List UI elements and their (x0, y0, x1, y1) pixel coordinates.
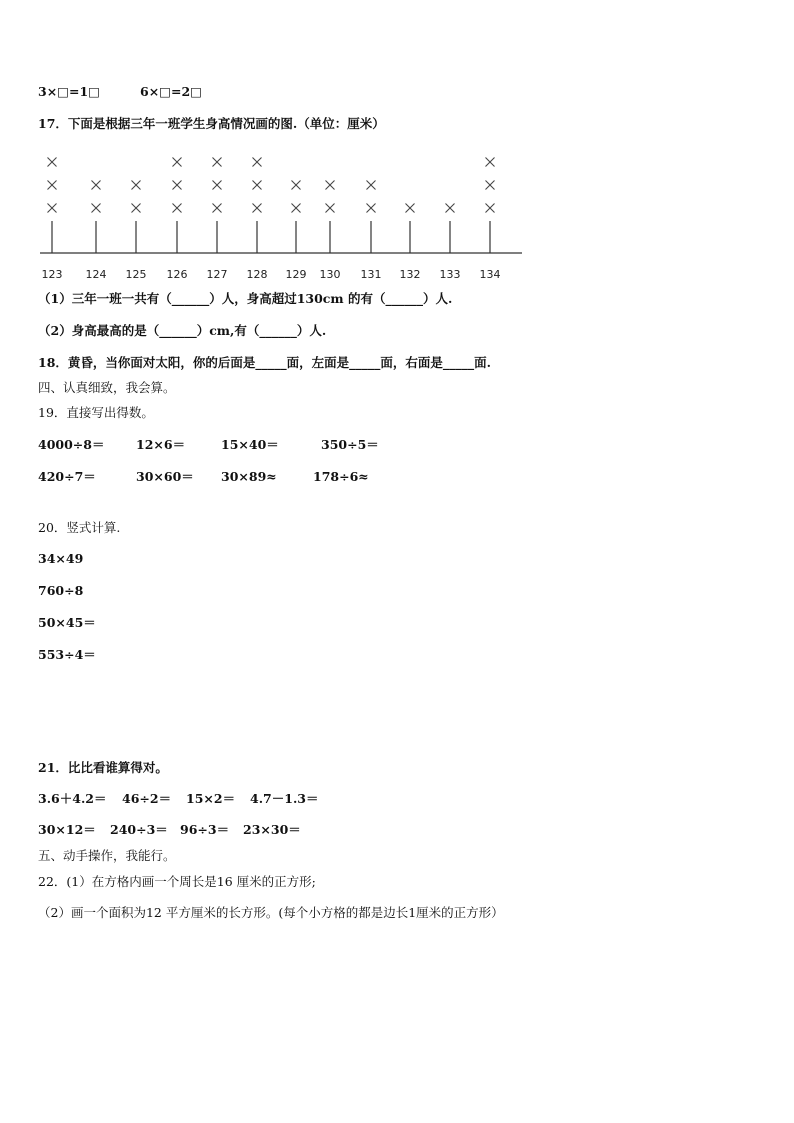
chart-x-mark (132, 204, 141, 213)
chart-tick-label: 127 (206, 268, 228, 281)
chart-tick-label: 132 (399, 268, 421, 281)
q19-title: 19．直接写出得数。 (38, 405, 154, 420)
q19-item: 15×40＝ (221, 437, 279, 452)
chart-tick-label: 126 (166, 268, 188, 281)
chart-labels (42, 268, 501, 281)
q22-line1: 22．(1）在方格内画一个周长是16 厘米的正方形; (38, 874, 316, 889)
q17-title: 17．下面是根据三年一班学生身高情况画的图.（单位：厘米） (38, 116, 385, 131)
chart-x-mark (48, 181, 57, 190)
q21-item: 30×12＝ (38, 822, 96, 837)
chart-marks (48, 158, 495, 213)
q19-item: 420÷7＝ (38, 469, 96, 484)
chart-tick-label: 124 (85, 268, 107, 281)
chart-x-mark (367, 181, 376, 190)
q21-item: 3.6＋4.2＝ (38, 791, 107, 806)
chart-x-mark (253, 181, 262, 190)
q21-item: 4.7－1.3＝ (250, 791, 319, 806)
chart-x-mark (292, 181, 301, 190)
chart-tick-label: 131 (360, 268, 382, 281)
q16-eq2: 6×□=2□ (140, 84, 202, 99)
chart-tick-label: 123 (41, 268, 63, 281)
q21-title: 21．比比看谁算得对。 (38, 760, 168, 775)
q21-item: 96÷3＝ (180, 822, 230, 837)
chart-tick-label: 128 (246, 268, 268, 281)
q21-item: 15×2＝ (186, 791, 236, 806)
q20-title: 20．竖式计算. (38, 520, 121, 535)
chart-x-mark (213, 204, 222, 213)
q18-text: 18．黄昏，当你面对太阳，你的后面是_____面，左面是_____面，右面是_____面. (38, 355, 491, 370)
chart-x-mark (48, 158, 57, 167)
section4-heading: 四、认真细致，我会算。 (38, 380, 176, 395)
q19-item: 178÷6≈ (313, 469, 369, 484)
q19-item: 4000÷8＝ (38, 437, 105, 452)
chart-tick-label: 133 (439, 268, 461, 281)
q16-eq1: 3×□=1□ (38, 84, 100, 99)
chart-x-mark (326, 204, 335, 213)
chart-tick-label: 129 (285, 268, 307, 281)
q19-item: 12×6＝ (136, 437, 186, 452)
chart-x-mark (92, 181, 101, 190)
q20-item: 34×49 (38, 551, 84, 566)
chart-ticks (52, 221, 490, 253)
chart-x-mark (292, 204, 301, 213)
q20-item: 553÷4＝ (38, 647, 96, 662)
q21-item: 23×30＝ (243, 822, 301, 837)
chart-x-mark (446, 204, 455, 213)
chart-x-mark (253, 204, 262, 213)
chart-x-mark (173, 181, 182, 190)
q19-item: 30×89≈ (221, 469, 277, 484)
q19-item: 350÷5＝ (321, 437, 379, 452)
q19-item: 30×60＝ (136, 469, 194, 484)
chart-x-mark (173, 158, 182, 167)
section5-heading: 五、动手操作，我能行。 (38, 848, 176, 863)
chart-x-mark (48, 204, 57, 213)
q22-line2: （2）画一个面积为12 平方厘米的长方形。(每个小方格的都是边长1厘米的正方形） (38, 905, 504, 920)
q17-sub2: （2）身高最高的是（______）cm,有（______）人. (38, 323, 327, 338)
chart-x-mark (486, 181, 495, 190)
q20-item: 760÷8 (38, 583, 84, 598)
height-chart-svg (38, 150, 528, 286)
chart-x-mark (253, 158, 262, 167)
chart-x-mark (173, 204, 182, 213)
height-chart (38, 150, 528, 286)
chart-x-mark (406, 204, 415, 213)
chart-x-mark (367, 204, 376, 213)
chart-x-mark (213, 181, 222, 190)
chart-x-mark (132, 181, 141, 190)
chart-x-mark (486, 158, 495, 167)
chart-tick-label: 125 (125, 268, 147, 281)
chart-x-mark (486, 204, 495, 213)
chart-x-mark (326, 181, 335, 190)
chart-tick-label: 130 (319, 268, 341, 281)
chart-x-mark (213, 158, 222, 167)
chart-tick-label: 134 (479, 268, 501, 281)
q21-item: 240÷3＝ (110, 822, 168, 837)
q21-item: 46÷2＝ (122, 791, 172, 806)
chart-x-mark (92, 204, 101, 213)
q17-sub1: （1）三年一班一共有（______）人，身高超过130cm 的有（______）人. (38, 291, 453, 306)
q20-item: 50×45＝ (38, 615, 96, 630)
